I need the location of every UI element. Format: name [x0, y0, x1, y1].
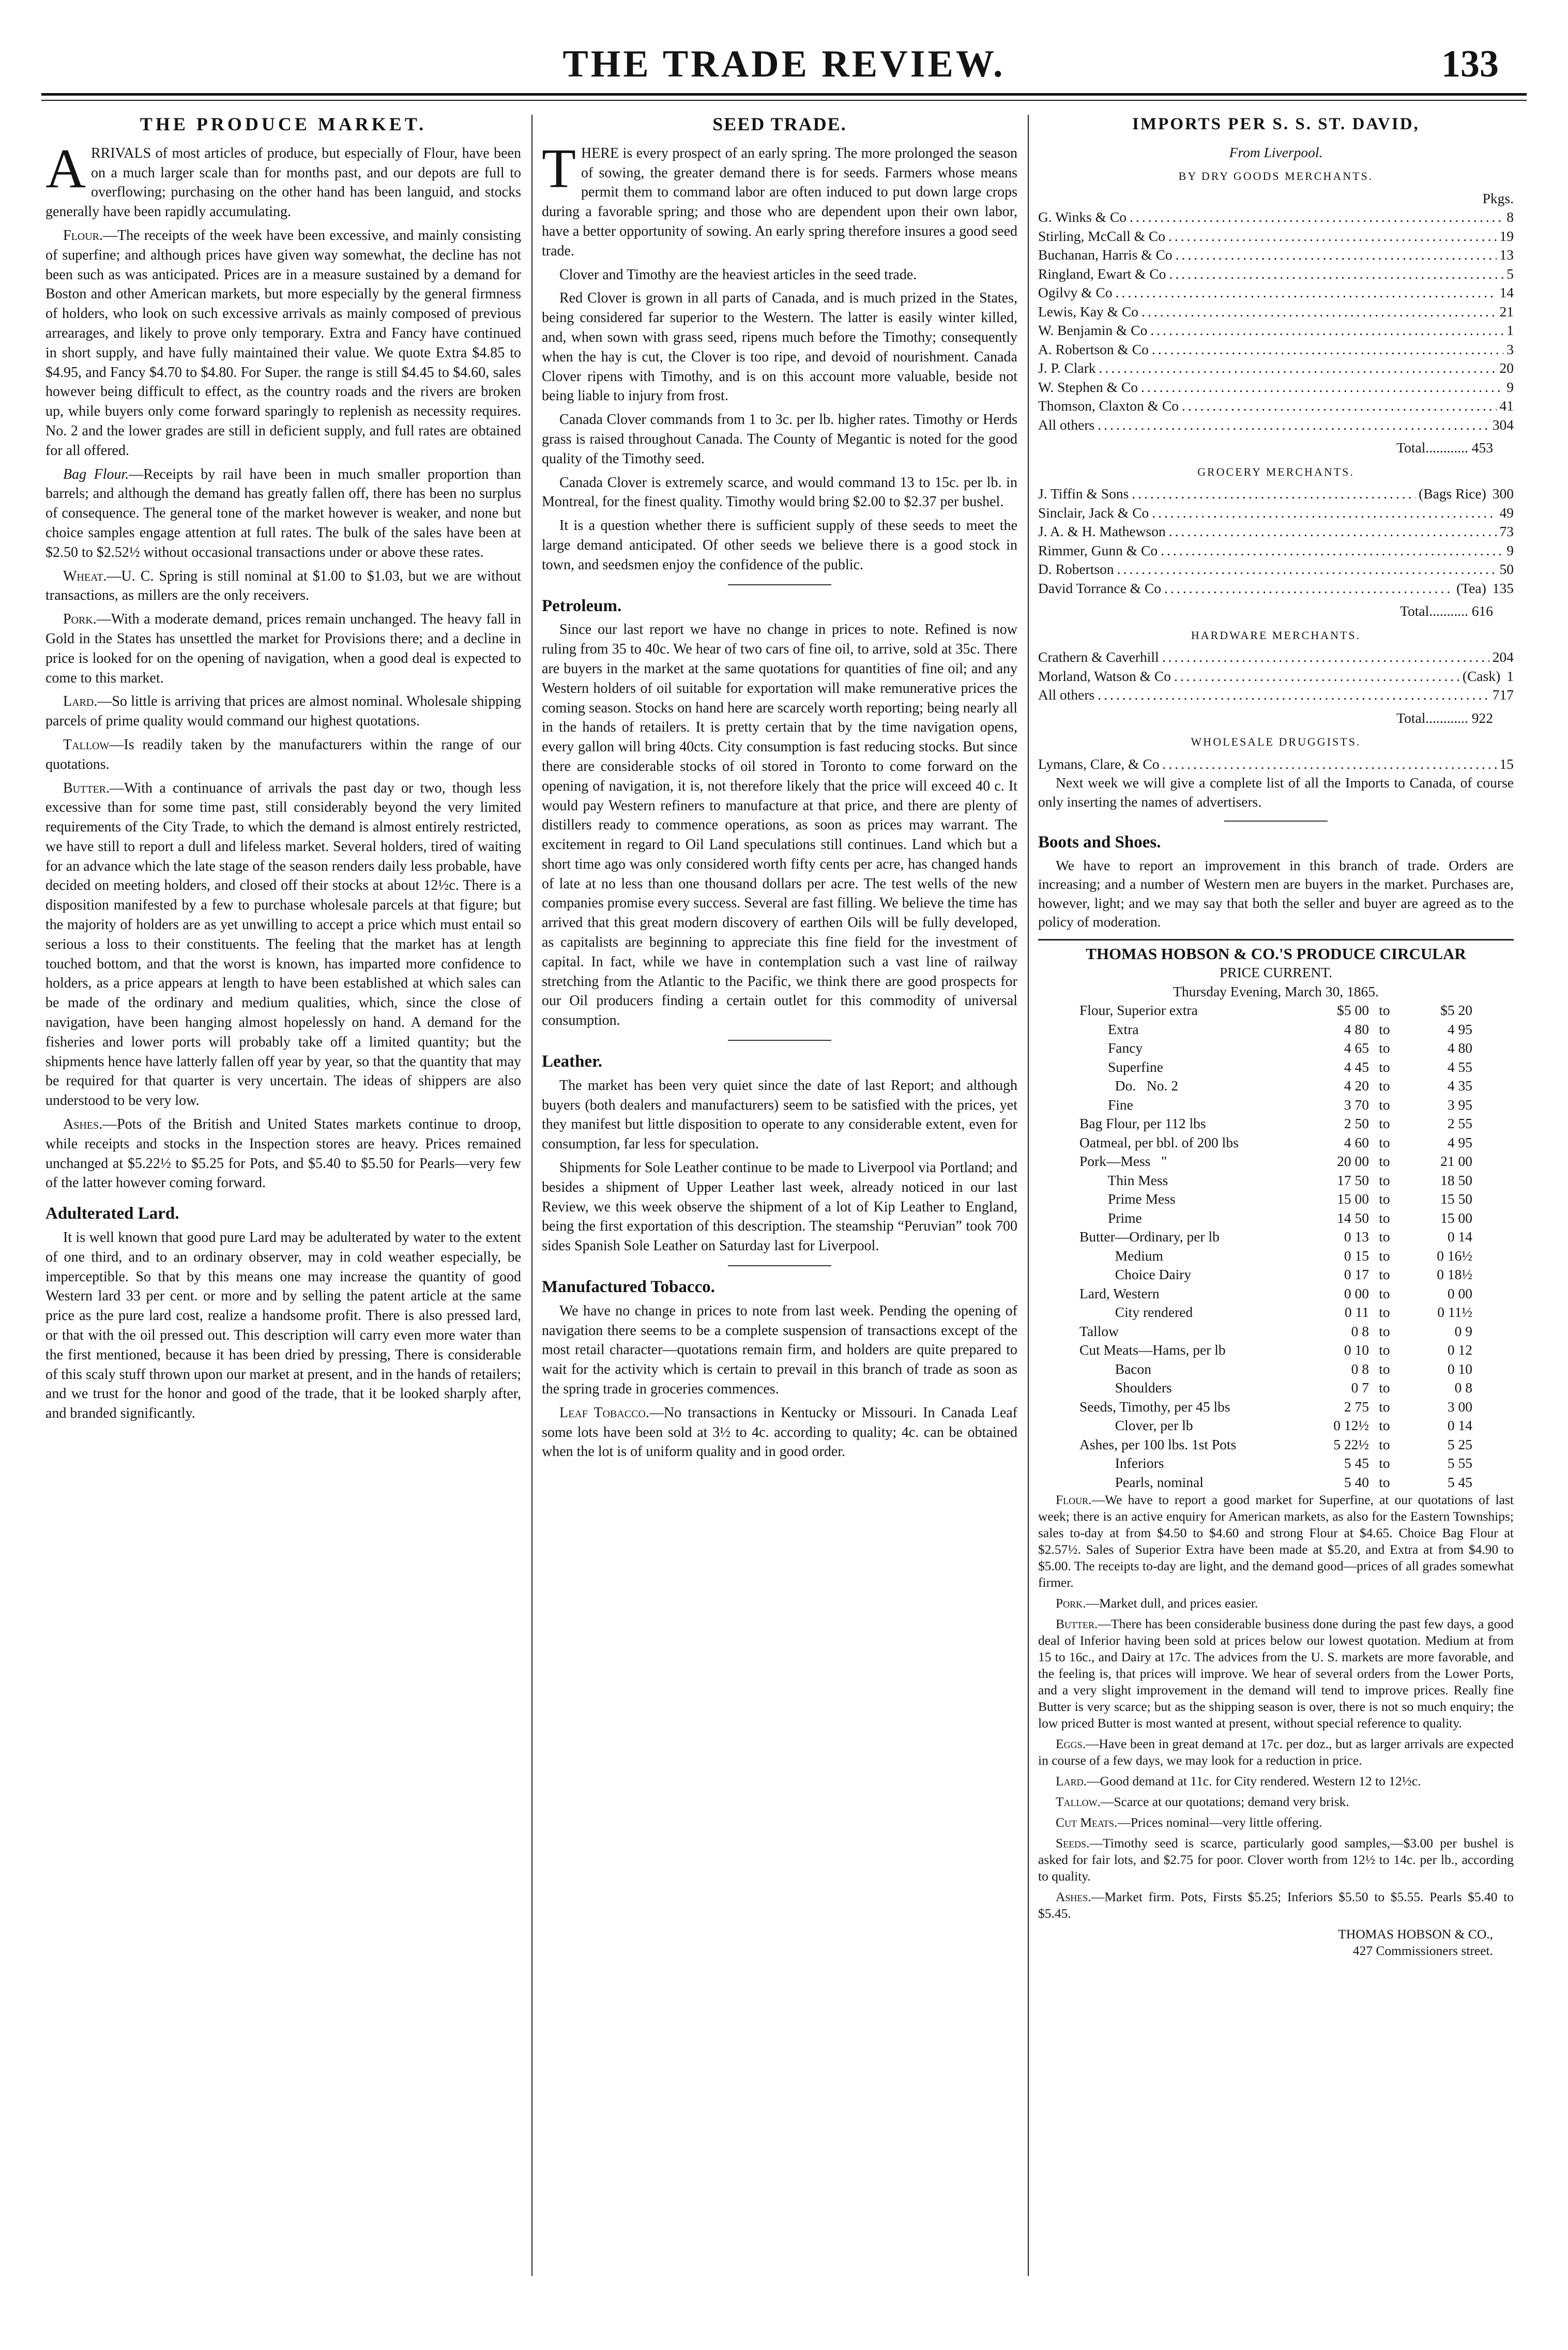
- importer-name: Rimmer, Gunn & Co: [1038, 542, 1158, 558]
- price-row: [1079, 1416, 1514, 1435]
- importer-name: D. Robertson: [1038, 561, 1114, 577]
- price-row: [1079, 1077, 1514, 1096]
- price-item: Prime: [1079, 1209, 1142, 1226]
- price-item: Butter—Ordinary, per lb: [1079, 1229, 1220, 1245]
- import-row: [1038, 321, 1514, 340]
- hardware-heading: HARDWARE MERCHANTS.: [1191, 628, 1361, 642]
- leader-dots: [1141, 378, 1503, 397]
- price-low: 5 22½: [1333, 1436, 1369, 1452]
- price-to: to: [1379, 1436, 1390, 1452]
- price-high: 15 00: [1440, 1209, 1472, 1226]
- price-to: to: [1379, 1417, 1390, 1433]
- price-low: 0 15: [1344, 1247, 1369, 1264]
- price-item: Tallow: [1079, 1323, 1119, 1339]
- package-count: 204: [1492, 649, 1514, 665]
- column-imports: [1038, 115, 1514, 2272]
- price-to: to: [1379, 1266, 1390, 1282]
- price-high: $5 20: [1440, 1002, 1472, 1018]
- price-low: 17 50: [1337, 1172, 1369, 1188]
- leader-dots: [1152, 504, 1496, 523]
- import-row: [1038, 283, 1514, 302]
- leather-paragraph-1: The market has been very quiet since the date of last Report; and although buyers (both dealers and manufacturers) seem to be satisfied with the prices, yet they manifest but little disposition to operate to any considerable extent, even for consumption, far less for speculation.: [542, 1077, 1017, 1153]
- price-item: City rendered: [1079, 1304, 1193, 1320]
- price-to: to: [1379, 1455, 1390, 1471]
- price-item: Flour, Superior extra: [1079, 1002, 1198, 1018]
- price-low: 4 60: [1344, 1134, 1369, 1150]
- price-to: to: [1379, 1172, 1390, 1188]
- imports-from: From Liverpool.: [1229, 144, 1323, 160]
- import-note: (Cask): [1462, 668, 1501, 684]
- section-title-tobacco: Manufactured Tobacco.: [542, 1278, 715, 1297]
- import-row: [1038, 686, 1514, 705]
- import-row: [1038, 378, 1514, 397]
- import-note: (Bags Rice): [1419, 486, 1486, 502]
- leader-dots: [1141, 302, 1496, 322]
- importer-name: J. Tiffin & Sons: [1038, 486, 1129, 502]
- price-to: to: [1379, 1342, 1390, 1358]
- price-row: [1079, 1114, 1514, 1133]
- druggists-list: [1038, 755, 1514, 774]
- importer-name: J. P. Clark: [1038, 360, 1096, 376]
- signature-address: 427 Commissioners street.: [1352, 1943, 1493, 1958]
- leader-dots: [1169, 265, 1503, 284]
- package-count: 304: [1492, 416, 1514, 433]
- hobson-eggs: Eggs.—Have been in great demand at 17c. per doz., but as larger arrivals are expected in course of a few days, we may look for a reduction in price.: [1038, 1736, 1514, 1768]
- price-to: to: [1379, 1002, 1390, 1018]
- leader-dots: [1164, 579, 1453, 598]
- price-to: to: [1379, 1115, 1390, 1131]
- package-count: 19: [1499, 228, 1514, 244]
- package-count: 73: [1499, 523, 1514, 539]
- price-high: 5 55: [1447, 1455, 1472, 1471]
- price-to: to: [1379, 1229, 1390, 1245]
- price-high: 4 35: [1447, 1078, 1472, 1094]
- importer-name: Buchanan, Harris & Co: [1038, 247, 1173, 263]
- importer-name: Crathern & Caverhill: [1038, 649, 1159, 665]
- price-high: 0 14: [1447, 1417, 1472, 1433]
- circular-date: Thursday Evening, March 30, 1865.: [1173, 983, 1379, 999]
- package-count: 135: [1492, 580, 1514, 596]
- section-divider: [728, 584, 831, 585]
- section-divider: [1224, 821, 1328, 822]
- price-to: to: [1379, 1247, 1390, 1264]
- price-row: [1079, 1133, 1514, 1153]
- import-row: [1038, 755, 1514, 774]
- dry-goods-total: Total............ 453: [1396, 439, 1493, 456]
- price-to: to: [1379, 1040, 1390, 1056]
- price-high: 4 95: [1447, 1021, 1472, 1037]
- price-low: 4 45: [1344, 1058, 1369, 1075]
- leader-dots: [1168, 227, 1497, 246]
- grocery-total: Total........... 616: [1400, 603, 1493, 619]
- importer-name: Lymans, Clare, & Co: [1038, 755, 1160, 772]
- column-seed-trade: [542, 115, 1017, 2272]
- price-row: [1079, 1398, 1514, 1417]
- package-count: 717: [1492, 687, 1514, 703]
- package-count: 8: [1506, 209, 1514, 225]
- price-row: [1079, 1473, 1514, 1492]
- importer-name: David Torrance & Co: [1038, 580, 1162, 596]
- price-row: [1079, 1209, 1514, 1228]
- price-high: 2 55: [1447, 1115, 1472, 1131]
- price-low: 4 65: [1344, 1040, 1369, 1056]
- import-note: (Tea): [1456, 580, 1486, 596]
- importer-name: Thomson, Claxton & Co: [1038, 398, 1179, 414]
- price-high: 0 9: [1454, 1323, 1472, 1339]
- price-high: 0 18½: [1437, 1266, 1472, 1282]
- hobson-tallow: Tallow.—Scarce at our quotations; demand very brisk.: [1056, 1794, 1349, 1809]
- price-to: to: [1379, 1209, 1390, 1226]
- price-item: Superfine: [1079, 1058, 1163, 1075]
- price-row: [1079, 1435, 1514, 1454]
- section-title-imports: IMPORTS PER S. S. ST. DAVID,: [1132, 115, 1420, 133]
- section-title-petroleum: Petroleum.: [542, 596, 622, 615]
- pkgs-label: Pkgs.: [1482, 190, 1514, 206]
- hobson-ashes: Ashes.—Market firm. Pots, Firsts $5.25; Inferiors $5.50 to $5.55. Pearls $5.40 to $5.45.: [1038, 1889, 1514, 1921]
- leader-dots: [1182, 397, 1497, 416]
- price-row: [1079, 1190, 1514, 1209]
- importer-name: A. Robertson & Co: [1038, 341, 1149, 357]
- import-row: [1038, 246, 1514, 265]
- tobacco-paragraph-2: Leaf Tobacco.—No transactions in Kentucky or Missouri. In Canada Leaf some lots have been sold at 3½ to 4c. according to quality; 4c. can be obtained when the lot is of uniform quality and in good order.: [542, 1404, 1017, 1460]
- price-row: [1079, 1171, 1514, 1190]
- leader-dots: [1116, 283, 1497, 302]
- drop-cap: T: [542, 138, 576, 200]
- bag-flour-paragraph: Bag Flour.—Receipts by rail have been in much smaller proportion than barrels; and although the demand has greatly fallen off, there has been no surplus of consequence. The general tone of the market however is weaker, and none but choice samples engage attention at full rates. The bulk of the sales have been at $2.50 to $2.52½ without occasional transactions under or above these rates.: [45, 466, 521, 560]
- import-row: [1038, 359, 1514, 378]
- importer-name: W. Stephen & Co: [1038, 378, 1138, 395]
- seed-paragraph-5: Canada Clover is extremely scarce, and would command 13 to 15c. per lb. in Montreal, for the finest quality. Timothy would bring $2.00 to $2.37 per bushel.: [542, 474, 1017, 510]
- import-row: [1038, 541, 1514, 560]
- importer-name: All others: [1038, 416, 1095, 433]
- leader-dots: [1098, 686, 1489, 705]
- package-count: 21: [1499, 303, 1514, 320]
- package-count: 1: [1506, 668, 1514, 684]
- importer-name: Ringland, Ewart & Co: [1038, 265, 1166, 282]
- section-title-boots-shoes: Boots and Shoes.: [1038, 833, 1161, 852]
- page-title: THE TRADE REVIEW.: [562, 43, 1006, 85]
- price-item: Ashes, per 100 lbs. 1st Pots: [1079, 1436, 1237, 1452]
- price-item: Lard, Western: [1079, 1285, 1160, 1301]
- import-row: [1038, 484, 1514, 504]
- price-to: to: [1379, 1285, 1390, 1301]
- price-row: [1079, 1227, 1514, 1247]
- package-count: 300: [1492, 486, 1514, 502]
- price-low: 5 45: [1344, 1455, 1369, 1471]
- importer-name: W. Benjamin & Co: [1038, 322, 1148, 338]
- importer-name: G. Winks & Co: [1038, 209, 1127, 225]
- price-row: [1079, 1265, 1514, 1284]
- price-low: 0 12½: [1333, 1417, 1369, 1433]
- package-count: 41: [1499, 398, 1514, 414]
- price-high: 0 12: [1447, 1342, 1472, 1358]
- section-title-produce-market: THE PRODUCE MARKET.: [140, 115, 427, 134]
- price-to: to: [1379, 1191, 1390, 1207]
- price-current-heading: PRICE CURRENT.: [1220, 964, 1332, 980]
- price-to: to: [1379, 1058, 1390, 1075]
- price-low: 15 00: [1337, 1191, 1369, 1207]
- price-item: Thin Mess: [1079, 1172, 1168, 1188]
- price-to: to: [1379, 1304, 1390, 1320]
- column-produce-market: [45, 115, 521, 2272]
- package-count: 49: [1499, 504, 1514, 521]
- next-week-note: Next week we will give a complete list of all the Imports to Canada, of course only inserting the names of advertisers.: [1038, 775, 1514, 810]
- price-item: Fancy: [1079, 1040, 1143, 1056]
- price-high: 18 50: [1440, 1172, 1472, 1188]
- leader-dots: [1162, 648, 1489, 667]
- price-row: [1079, 1152, 1514, 1171]
- price-row: [1079, 1039, 1514, 1058]
- price-high: 0 00: [1447, 1285, 1472, 1301]
- price-high: 0 11½: [1437, 1304, 1472, 1320]
- price-low: 0 11: [1344, 1304, 1369, 1320]
- price-row: [1079, 1378, 1514, 1398]
- tobacco-paragraph-1: We have no change in prices to note from last week. Pending the opening of navigation there seems to be a complete suspension of transactions except of the most retail character—quotations remain firm, and holders are quite prepared to wait for the activity which is certain to prevail in this branch of trade as soon as the spring trade in groceries commences.: [542, 1302, 1017, 1398]
- leader-dots: [1169, 522, 1497, 541]
- price-table: [1079, 1001, 1514, 1492]
- price-to: to: [1379, 1078, 1390, 1094]
- import-row: [1038, 302, 1514, 322]
- grocery-list: [1038, 484, 1514, 598]
- import-row: [1038, 579, 1514, 598]
- section-divider: [728, 1040, 831, 1041]
- leader-dots: [1132, 484, 1415, 504]
- price-row: [1079, 1058, 1514, 1077]
- seed-paragraph-3: Red Clover is grown in all parts of Canada, and is much prized in the States, being considered far superior to the Western. The latter is easily winter killed, and, when sown with grass seed, ripens much before the Timothy; consequently when the hay is cut, the Clover is too ripe, and devoid of nourishment. Canada Clover ripens with Timothy, and is on this account more valuable, beside not being liable to injury from frost.: [542, 290, 1017, 404]
- price-item: Pearls, nominal: [1079, 1474, 1204, 1490]
- price-item: Pork—Mess ": [1079, 1153, 1167, 1169]
- seed-paragraph-1: THERE is every prospect of an early spring. The more prolonged the season of sowing, the greater demand there is for seeds. Farmers whose means permit them to command labor are often induced to put down large crops during a favorable spring; and those who are dependent upon their own labor, have a better opportunity of sowing. An early spring therefore insures a good seed trade.: [542, 138, 1017, 259]
- price-row: [1079, 1454, 1514, 1473]
- price-item: Bacon: [1079, 1360, 1152, 1377]
- leather-paragraph-2: Shipments for Sole Leather continue to be made to Liverpool via Portland; and besides a shipment of Upper Leather last week, already noticed in our last Review, we this week observe the shipment of a lot of Kip Leather to England, being the first exportation of this description. The steamship “Peruvian” took 700 sides Spanish Sole Leather on Saturday last for Liverpool.: [542, 1160, 1017, 1254]
- import-row: [1038, 504, 1514, 523]
- butter-paragraph: Butter.—With a continuance of arrivals the past day or two, though less excessive than for some time past, still considerably beyond the very limited requirements of the City Trade, to which the demand is almost entirely restricted, we have still to report a dull and lifeless market. Several holders, tired of waiting for an advance which the late stage of the season renders daily less probable, have decided on meeting holders, and closed off their stocks at about 12½c. There is a disposition manifested by a few to purchase wholesale parcels at that figure; but the majority of holders are as yet unwilling to accept a price which must entail so serious a loss to their constituents. The feeling that the market has at length touched bottom, and that the worst is known, has imparted more confidence to holders, as a price appears at length to have been established at which sales can be made of the ordinary and medium qualities, which, since the close of navigation, have been hanging almost hopelessly on hand. A demand for the fisheries and lower ports will probably take off a limited quantity; but the shipments hence have latterly fallen off year by year, so that the quantity that may be required for that quarter is very uncertain. The ideas of shippers are also understood to be very low.: [45, 780, 521, 1109]
- hobson-butter: Butter.—There has been considerable business done during the past few days, a good deal of Inferior having been sold at prices below our lowest quotation. Medium at from 15 to 16c., and Dairy at 17c. The advices from the U. S. markets are more favorable, and the feeling is, that prices will improve. We hear of several orders from the Lower Ports, and a very slight improvement in the demand will tend to improve prices. Really fine Butter is very scarce; but as the shipping season is over, there is not so much enquiry; the low priced Butter is most wanted at present, without special reference to quality.: [1038, 1616, 1514, 1731]
- price-item: Fine: [1079, 1096, 1133, 1113]
- price-item: Shoulders: [1079, 1379, 1172, 1396]
- produce-intro: ARRIVALS of most articles of produce, but especially of Flour, have been on a much larger scale than for months past, and our depots are full to overflowing; purchasing on the other hand has been languid, and stocks generally have been rapidly accumulating.: [45, 138, 521, 220]
- price-low: 0 7: [1351, 1379, 1369, 1396]
- price-low: 14 50: [1337, 1209, 1369, 1226]
- leader-dots: [1174, 667, 1459, 686]
- leader-dots: [1161, 541, 1503, 560]
- importer-name: Lewis, Kay & Co: [1038, 303, 1139, 320]
- druggists-heading: WHOLESALE DRUGGISTS.: [1191, 735, 1361, 748]
- page-number: 133: [1441, 43, 1499, 85]
- price-row: [1079, 1322, 1514, 1341]
- leader-dots: [1150, 321, 1503, 340]
- price-low: 0 13: [1344, 1229, 1369, 1245]
- price-to: to: [1379, 1360, 1390, 1377]
- hardware-list: [1038, 648, 1514, 705]
- grocery-heading: GROCERY MERCHANTS.: [1197, 465, 1354, 478]
- section-rule: [1038, 939, 1514, 941]
- importer-name: Morland, Watson & Co: [1038, 668, 1171, 684]
- price-high: 5 45: [1447, 1474, 1472, 1490]
- import-row: [1038, 265, 1514, 284]
- price-to: to: [1379, 1474, 1390, 1490]
- price-low: 0 8: [1351, 1360, 1369, 1377]
- section-divider: [728, 1265, 831, 1266]
- wheat-paragraph: Wheat.—U. C. Spring is still nominal at $1.00 to $1.03, but we are without transactions, as millers are the only receivers.: [45, 568, 521, 604]
- import-row: [1038, 560, 1514, 579]
- price-to: to: [1379, 1153, 1390, 1169]
- import-row: [1038, 397, 1514, 416]
- package-count: 20: [1499, 360, 1514, 376]
- hobson-cut-meats: Cut Meats.—Prices nominal—very little offering.: [1056, 1815, 1322, 1830]
- price-low: 5 40: [1344, 1474, 1369, 1490]
- price-row: [1079, 1096, 1514, 1115]
- page-header: [0, 0, 1568, 98]
- price-high: 3 00: [1447, 1398, 1472, 1415]
- price-high: 5 25: [1447, 1436, 1472, 1452]
- circular-title: THOMAS HOBSON & CO.'S PRODUCE CIRCULAR: [1086, 944, 1466, 963]
- signature-name: THOMAS HOBSON & CO.,: [1338, 1927, 1493, 1942]
- price-to: to: [1379, 1323, 1390, 1339]
- price-low: 0 00: [1344, 1285, 1369, 1301]
- seed-paragraph-4: Canada Clover commands from 1 to 3c. per lb. higher rates. Timothy or Herds grass is raised throughout Canada. The County of Megantic is noted for the good quality of the Timothy seed.: [542, 412, 1017, 467]
- importer-name: J. A. & H. Mathewson: [1038, 523, 1166, 539]
- price-item: Inferiors: [1079, 1455, 1164, 1471]
- price-item: Oatmeal, per bbl. of 200 lbs: [1079, 1134, 1239, 1150]
- ashes-paragraph: Ashes.—Pots of the British and United States markets continue to droop, while receipts and stocks in the Inspection stores are heavy. Prices remained unchanged at $5.22½ to $5.25 for Pots, and $5.40 to $5.50 for Pearls—very few of the latter however coming forward.: [45, 1116, 521, 1191]
- price-high: 0 16½: [1437, 1247, 1472, 1264]
- dry-goods-heading: BY DRY GOODS MERCHANTS.: [1178, 170, 1374, 183]
- hardware-total: Total............ 922: [1396, 709, 1493, 726]
- price-item: Choice Dairy: [1079, 1266, 1192, 1282]
- leader-dots: [1152, 340, 1503, 359]
- price-item: Clover, per lb: [1079, 1417, 1193, 1433]
- price-low: 0 10: [1344, 1342, 1369, 1358]
- package-count: 9: [1506, 378, 1514, 395]
- header-rule-thin: [41, 100, 1527, 101]
- price-row: [1079, 1247, 1514, 1266]
- price-low: 2 75: [1344, 1398, 1369, 1415]
- package-count: 15: [1499, 755, 1514, 772]
- price-low: 4 80: [1344, 1021, 1369, 1037]
- import-row: [1038, 667, 1514, 686]
- importer-name: Stirling, McCall & Co: [1038, 228, 1165, 244]
- price-to: to: [1379, 1398, 1390, 1415]
- tallow-paragraph: Tallow—Is readily taken by the manufacturers within the range of our quotations.: [45, 736, 521, 772]
- price-high: 4 55: [1447, 1058, 1472, 1075]
- boots-paragraph: We have to report an improvement in this branch of trade. Orders are increasing; and a number of Western men are buyers in the market. Purchases are, however, light; and we may say that both the seller and buyer are agreed as to the policy of moderation.: [1038, 857, 1514, 930]
- price-row: [1079, 1303, 1514, 1322]
- hobson-seeds: Seeds.—Timothy seed is scarce, particularly good samples,—$3.00 per bushel is asked for fair lots, and $2.75 for poor. Clover worth from 12½ to 14c. per lb., according to quality.: [1038, 1836, 1514, 1884]
- price-item: Medium: [1079, 1247, 1163, 1264]
- price-to: to: [1379, 1021, 1390, 1037]
- hobson-flour: Flour.—We have to report a good market for Superfine, at our quotations of last week; there is an active enquiry for American markets, as also for the Eastern Townships; sales to-day at from $4.50 to $4.60 and strong Flour at $4.65. Choice Bag Flour at $2.57½. Sales of Superior Extra have been made at $5.20, and Extra at from $4.90 to $5.00. The receipts to-day are light, and the demand good—prices of all grades somewhat firmer.: [1038, 1492, 1514, 1590]
- import-row: [1038, 522, 1514, 541]
- hobson-pork: Pork.—Market dull, and prices easier.: [1056, 1596, 1258, 1611]
- column-divider: [531, 115, 532, 2276]
- seed-paragraph-6: It is a question whether there is sufficient supply of these seeds to meet the large demand anticipated. Of other seeds we believe there is a good stock in town, and seedsmen enjoy the confidence of the public.: [542, 518, 1017, 573]
- price-low: 2 50: [1344, 1115, 1369, 1131]
- price-to: to: [1379, 1096, 1390, 1113]
- import-row: [1038, 208, 1514, 227]
- leader-dots: [1176, 246, 1497, 265]
- price-low: 3 70: [1344, 1096, 1369, 1113]
- pork-paragraph: Pork.—With a moderate demand, prices remain unchanged. The heavy fall in Gold in the States has unsettled the market for Provisions there; and a decline in price is looked for on the opening of navigation, when a good deal is expected to come to this market.: [45, 611, 521, 686]
- package-count: 50: [1499, 561, 1514, 577]
- price-high: 0 10: [1447, 1360, 1472, 1377]
- price-item: Extra: [1079, 1021, 1139, 1037]
- import-row: [1038, 416, 1514, 435]
- price-low: 4 20: [1344, 1078, 1369, 1094]
- section-title-leather: Leather.: [542, 1052, 603, 1071]
- leader-dots: [1163, 755, 1497, 774]
- price-item: Prime Mess: [1079, 1191, 1176, 1207]
- leader-dots: [1117, 560, 1497, 579]
- package-count: 1: [1506, 322, 1514, 338]
- header-rule-thick: [41, 93, 1527, 96]
- package-count: 13: [1499, 247, 1514, 263]
- seed-paragraph-2: Clover and Timothy are the heaviest articles in the seed trade.: [559, 266, 917, 283]
- price-row: [1079, 1341, 1514, 1360]
- section-title-adulterated-lard: Adulterated Lard.: [45, 1204, 179, 1223]
- price-row: [1079, 1001, 1514, 1020]
- adulterated-lard-paragraph: It is well known that good pure Lard may be adulterated by water to the extent of one third, and to an ordinary observer, may in cold weather especially, be imperceptible. So that by this means one may increase the quantity of good Western lard 33 per cent. or more and by selling the patent article at the same price as the pure lard cost, realize a handsome profit. There is also pressed lard, or that with the oil pressed out. This description will carry even more water than the first mentioned, because it has been dried by pressing, There is considerable of this scaly stuff thrown upon our market at present, and in the hands of retailers; and we trust for the honor and good of the trade, that it be looked sharply after, and branded significantly.: [45, 1230, 521, 1422]
- price-low: 20 00: [1337, 1153, 1369, 1169]
- price-row: [1079, 1020, 1514, 1039]
- column-divider: [1028, 115, 1029, 2276]
- flour-paragraph: Flour.—The receipts of the week have been excessive, and mainly consisting of superfine; and although prices have given way somewhat, the decline has not been such as was anticipated. Prices are in a measure sustained by a demand for Boston and other American markets, but more especially by the general firmness of holders, who look on such excessive arrivals as mainly composed of previous arrearages, and likely to prove only temporary. Extra and Fancy have continued in short supply, and have fully maintained their value. We quote Extra $4.85 to $4.95, and Fancy $4.70 to $4.80. For Super. the range is still $4.45 to $4.60, sales however being difficult to effect, as the country roads and the rivers are broken up, while buyers only come forward sparingly to replenish as necessity requires. No. 2 and the lower grades are still in deficient supply, and full rates are obtained for all offered.: [45, 227, 521, 459]
- leader-dots: [1099, 359, 1497, 378]
- package-count: 3: [1506, 341, 1514, 357]
- price-item: Cut Meats—Hams, per lb: [1079, 1342, 1226, 1358]
- price-low: 0 17: [1344, 1266, 1369, 1282]
- import-row: [1038, 648, 1514, 667]
- importer-name: Ogilvy & Co: [1038, 284, 1113, 300]
- importer-name: All others: [1038, 687, 1095, 703]
- price-high: 21 00: [1440, 1153, 1472, 1169]
- leader-dots: [1130, 208, 1503, 227]
- import-row: [1038, 227, 1514, 246]
- section-title-seed-trade: SEED TRADE.: [712, 115, 847, 134]
- price-high: 3 95: [1447, 1096, 1472, 1113]
- price-to: to: [1379, 1379, 1390, 1396]
- price-row: [1079, 1284, 1514, 1303]
- price-row: [1079, 1360, 1514, 1379]
- drop-cap: A: [45, 138, 86, 200]
- price-high: 0 8: [1454, 1379, 1472, 1396]
- import-row: [1038, 340, 1514, 359]
- price-to: to: [1379, 1134, 1390, 1150]
- price-low: $5 00: [1337, 1002, 1369, 1018]
- price-high: 15 50: [1440, 1191, 1472, 1207]
- importer-name: Sinclair, Jack & Co: [1038, 504, 1149, 521]
- price-high: 0 14: [1447, 1229, 1472, 1245]
- dry-goods-list: [1038, 208, 1514, 434]
- price-item: Seeds, Timothy, per 45 lbs: [1079, 1398, 1230, 1415]
- hobson-lard: Lard.—Good demand at 11c. for City rendered. Western 12 to 12½c.: [1056, 1773, 1421, 1788]
- package-count: 9: [1506, 542, 1514, 558]
- price-low: 0 8: [1351, 1323, 1369, 1339]
- lard-paragraph: Lard.—So little is arriving that prices are almost nominal. Wholesale shipping parcels of prime quality would command our highest quotations.: [45, 693, 521, 730]
- price-item: Bag Flour, per 112 lbs: [1079, 1115, 1206, 1131]
- package-count: 5: [1506, 265, 1514, 282]
- price-high: 4 80: [1447, 1040, 1472, 1056]
- price-item: Do. No. 2: [1079, 1078, 1178, 1094]
- petroleum-paragraph: Since our last report we have no change in prices to note. Refined is now ruling from 35 to 40c. We hear of two cars of fine oil, to arrive, sold at 35c. There are buyers in the market at the same quotations for quantities of fine oil; and any Western holders of oil suitable for exportation will make remunerative prices the coming season. Stocks on hand here are scarcely worth reporting; being nearly all in the hands of retailers. It is pretty certain that by the time navigation opens, every gallon will bring 40cts. City consumption is fast reducing stocks. But since there are considerable stocks of oil stored in Toronto to come forward on the opening of navigation, it is, not therefore likely that the price will exceed 40 c. It would pay Western refiners to manufacture at that price, and there are plenty of distillers ready to commence operations, as soon as prices may warrant. The excitement in regard to Oil Land speculations still continues. Land which but a short time ago was only considered worth fifty cents per acre, has changed hands of late at no less than one thousand dollars per acre. The test wells of the new companies promise every success. Several are fast filling. We believe the time has arrived that this great modern discovery of earthen Oils will be fully developed, as capitalists are beginning to appreciate this fine field for the investment of capital. In fact, while we have in contemplation such a vast line of railway stretching from the Atlantic to the Pacific, we think there are good prospects for our Oil producers finding a certain outlet for this commodity of universal consumption.: [542, 621, 1017, 1029]
- leader-dots: [1098, 416, 1489, 435]
- price-high: 4 95: [1447, 1134, 1472, 1150]
- package-count: 14: [1499, 284, 1514, 300]
